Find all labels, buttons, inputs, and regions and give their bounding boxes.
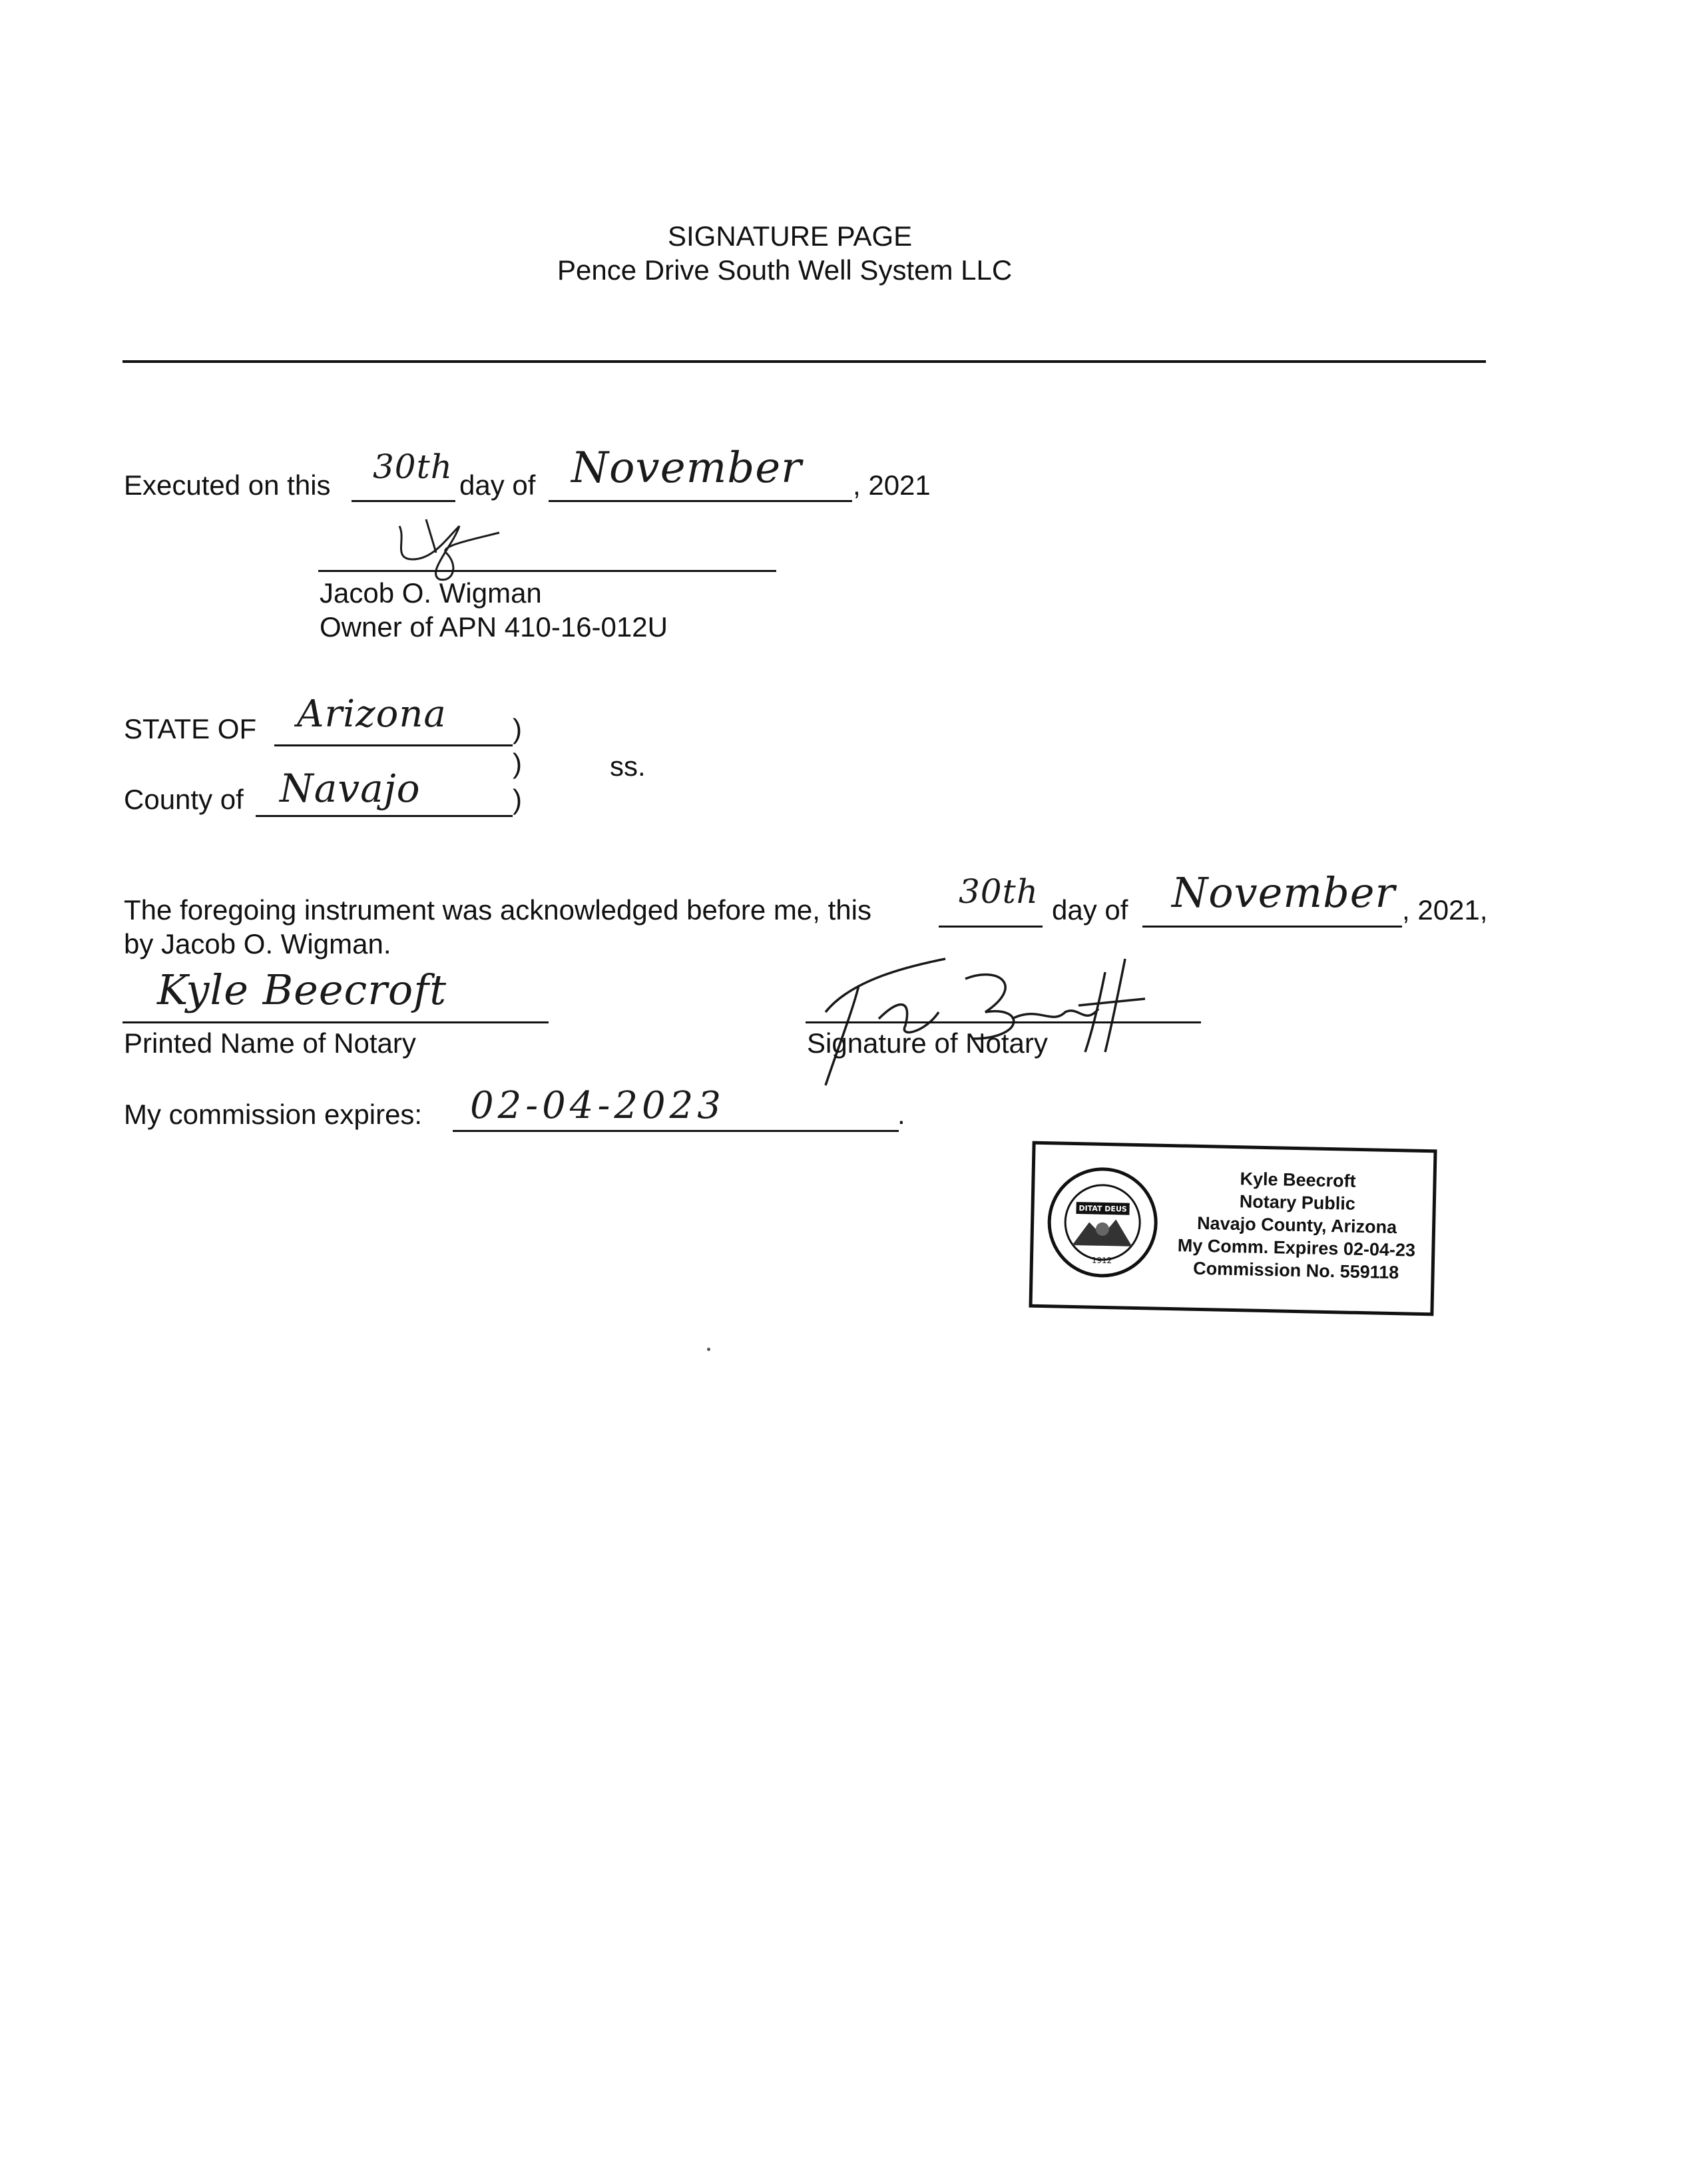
executed-month-handwritten: November — [571, 443, 802, 493]
ack-year: , 2021, — [1402, 894, 1488, 926]
state-paren: ) — [513, 713, 522, 744]
ack-day-handwritten: 30th — [959, 872, 1039, 911]
commission-label: My commission expires: — [124, 1099, 423, 1130]
signer-signature — [373, 513, 506, 586]
county-line — [256, 815, 513, 817]
state-line — [274, 744, 513, 746]
stamp-expiry: My Comm. Expires 02-04-23 — [1177, 1235, 1416, 1260]
acknowledgment-text: The foregoing instrument was acknowledged before me, this — [124, 894, 871, 926]
county-label: County of — [124, 784, 244, 815]
commission-line — [453, 1130, 899, 1132]
ack-day-line — [939, 926, 1043, 928]
svg-text:DITAT DEUS: DITAT DEUS — [1079, 1204, 1127, 1214]
notary-signature — [799, 939, 1172, 1092]
executed-day-of: day of — [459, 469, 536, 501]
stamp-notary-name: Kyle Beecroft — [1240, 1169, 1356, 1191]
county-handwritten: Navajo — [280, 766, 421, 811]
venue-ss: ss. — [610, 750, 646, 782]
svg-text:1912: 1912 — [1091, 1255, 1112, 1266]
notary-printed-name-handwritten: Kyle Beecroft — [157, 965, 447, 1014]
ss-paren: ) — [513, 748, 522, 779]
ack-day-of: day of — [1052, 894, 1128, 926]
signature-line — [806, 1021, 1201, 1023]
stamp-commission-number: Commission No. 559118 — [1192, 1258, 1399, 1283]
page-title: SIGNATURE PAGE — [668, 220, 913, 252]
stamp-county: Navajo County, Arizona — [1196, 1213, 1397, 1238]
printed-name-line — [122, 1021, 549, 1023]
signer-signature-line — [318, 570, 776, 572]
ack-signer: by Jacob O. Wigman. — [124, 928, 391, 959]
executed-day-line — [352, 500, 455, 502]
header-divider — [122, 360, 1486, 363]
ack-month-handwritten: November — [1172, 868, 1396, 917]
ack-month-line — [1142, 926, 1402, 928]
state-handwritten: Arizona — [297, 692, 447, 736]
printed-name-label: Printed Name of Notary — [124, 1027, 416, 1059]
executed-year: , 2021 — [853, 469, 931, 501]
executed-day-handwritten: 30th — [373, 447, 453, 486]
county-paren: ) — [513, 784, 522, 815]
state-label: STATE OF — [124, 713, 257, 744]
executed-prefix: Executed on this — [124, 469, 331, 501]
commission-period: . — [897, 1099, 905, 1130]
arizona-seal-icon — [1045, 1165, 1160, 1280]
signer-role: Owner of APN 410-16-012U — [320, 611, 668, 643]
stamp-notary-title: Notary Public — [1239, 1191, 1356, 1214]
company-name: Pence Drive South Well System LLC — [557, 254, 1013, 286]
signature-label: Signature of Notary — [807, 1027, 1048, 1059]
commission-handwritten: 02-04-2023 — [470, 1084, 725, 1127]
signer-name: Jacob O. Wigman — [320, 577, 542, 609]
scan-speck — [707, 1348, 710, 1351]
executed-month-line — [549, 500, 852, 502]
notary-stamp — [1029, 1141, 1437, 1316]
